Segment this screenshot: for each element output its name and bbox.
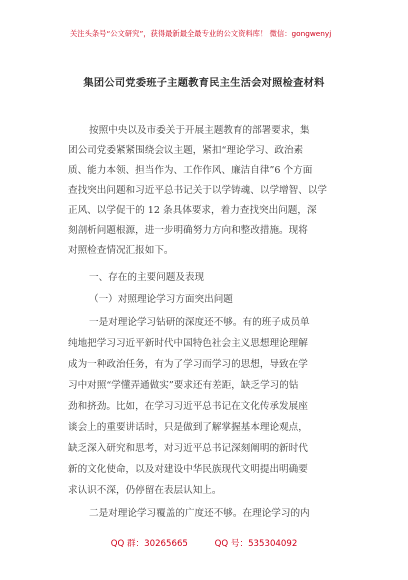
paragraph-line: 求认识不深，仍停留在表层认知上。 — [68, 485, 222, 496]
paragraph-line: 新的文化使命，以及对建设中华民族现代文明提出明确要 — [68, 464, 308, 475]
paragraph-line: 谈会上的重要讲话时，只是做到了解掌握基本理论观点， — [68, 422, 308, 433]
paragraph-line: 劲和挤劲。比如，在学习习近平总书记在文化传承发展座 — [68, 401, 308, 412]
paragraph-line: 成为一种政治任务，有为了学习而学习的思想，导致在学 — [68, 359, 308, 370]
paragraph-line: 正风、以学促干的 12 条具体要求，着力查找突出问题，深 — [68, 205, 317, 216]
qq-group-number: QQ 群：30265665 — [110, 539, 188, 549]
paragraph-line: 质、能力本领、担当作为、工作作风、廉洁自律”6 个方面 — [68, 165, 313, 176]
paragraph-line: 查找突出问题和习近平总书记关于以学铸魂、以学增智、以学 — [68, 185, 328, 196]
paragraph-line: 一是对理论学习钻研的深度还不够。有的班子成员单 — [89, 317, 310, 328]
paragraph-line: 按照中央以及市委关于开展主题教育的部署要求，集 — [89, 125, 310, 136]
paragraph-line: 二是对理论学习覆盖的广度还不够。在理论学习的内 — [89, 508, 310, 519]
paragraph-line: 对照检查情况汇报如下。 — [68, 245, 174, 256]
contact-footer — [0, 537, 408, 549]
qq-account-number: QQ 号：535304092 — [214, 539, 298, 549]
promo-header: 关注头条号“公文研究”，获得最新最全最专业的公文资料库！ 微信：gongwenyj — [70, 29, 332, 38]
paragraph-line: 刻剖析问题根源，进一步明确努力方向和整改措施。现将 — [68, 225, 308, 236]
document-title: 集团公司党委班子主题教育民主生活会对照检查材料 — [83, 78, 325, 89]
paragraph-line: 缺乏深入研究和思考，对习近平总书记深刻阐明的新时代 — [68, 443, 308, 454]
paragraph-line: 纯地把学习习近平新时代中国特色社会主义思想理论理解 — [68, 338, 308, 349]
paragraph-line: 团公司党委紧紧围绕会议主题，紧扣“理论学习、政治素 — [68, 145, 304, 156]
subsection-heading: （一）对照理论学习方面突出问题 — [89, 294, 233, 305]
section-heading: 一、存在的主要问题及表现 — [89, 272, 205, 283]
paragraph-line: 习中对照“学懂弄通做实”要求还有差距，缺乏学习的钻 — [68, 380, 299, 391]
